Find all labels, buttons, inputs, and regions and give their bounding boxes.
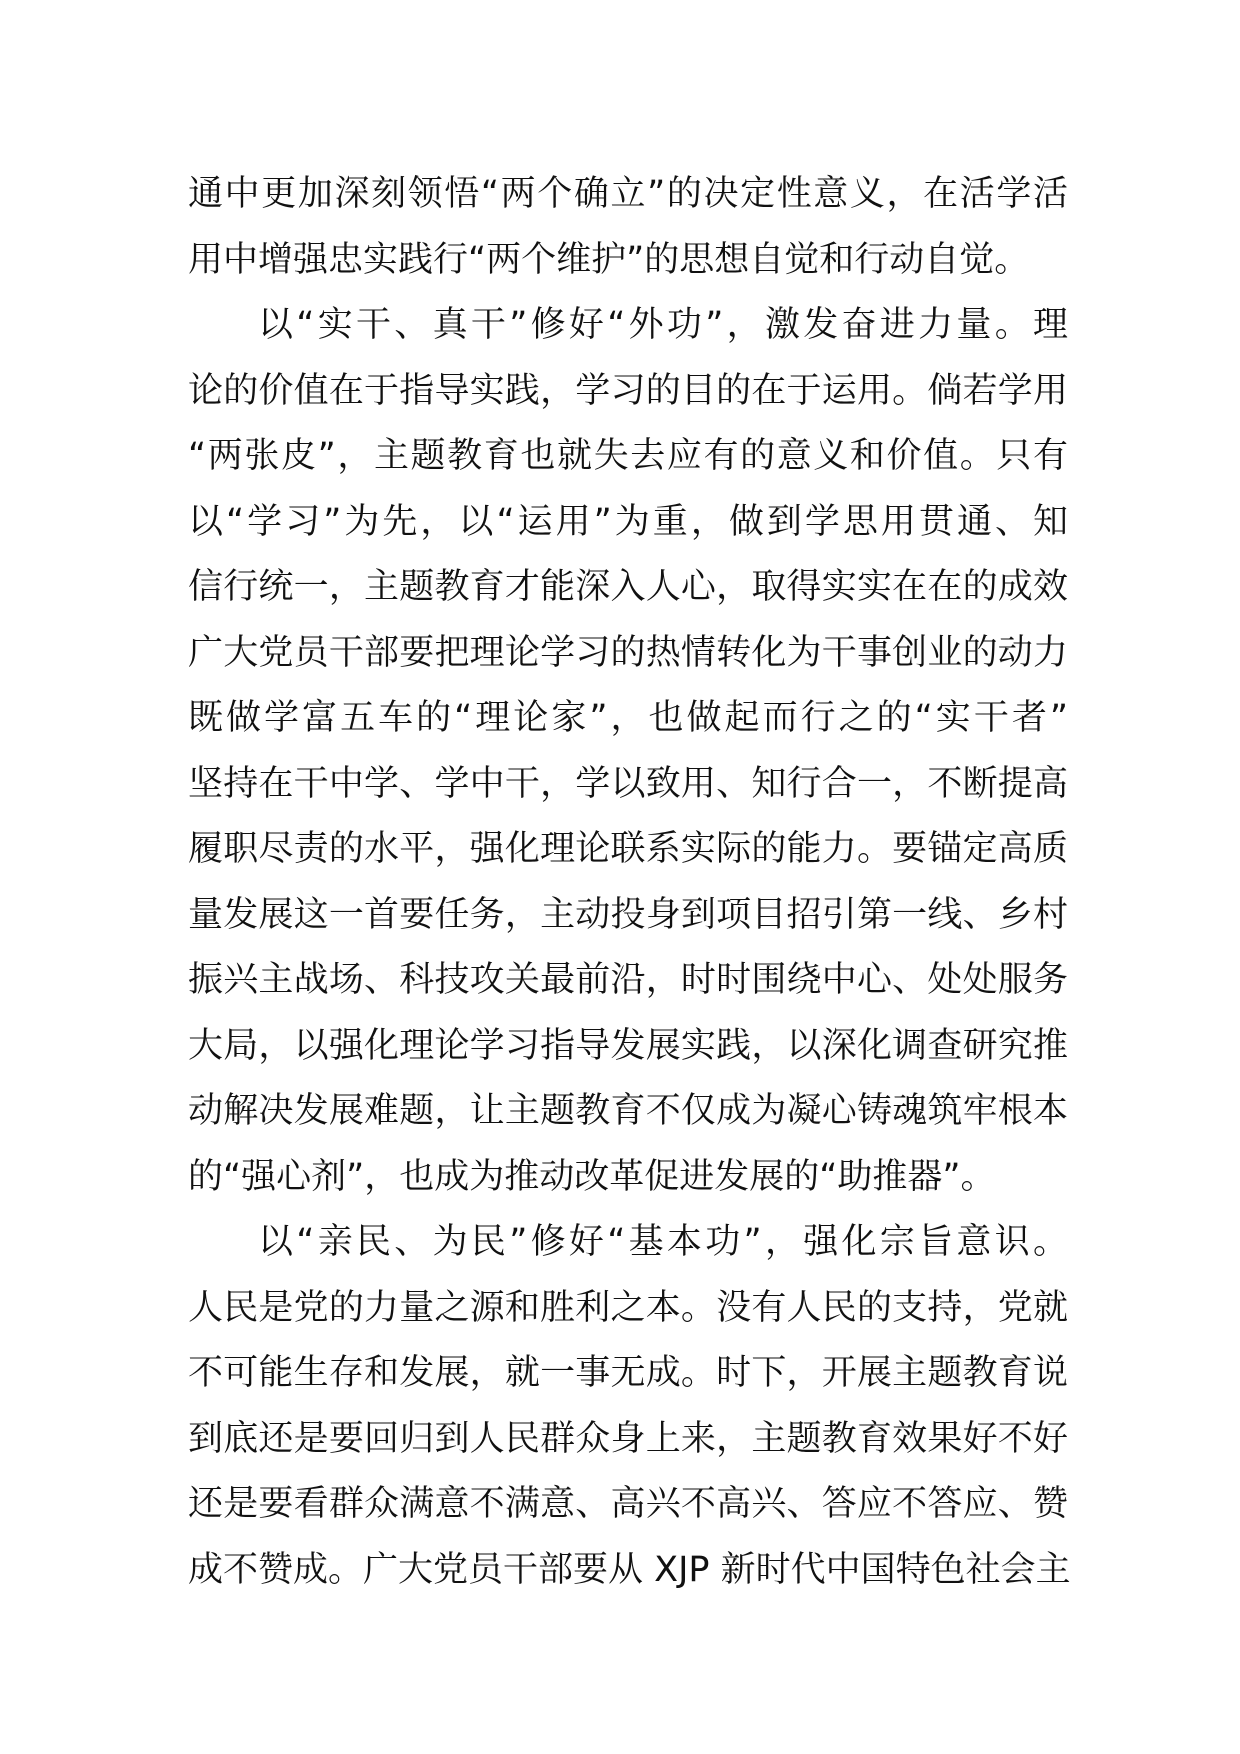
paragraph-start-line: 以“亲民、为民”修好“基本功”，强化宗旨意识。 bbox=[258, 1222, 1068, 1262]
text-line: 到底还是要回归到人民群众身上来，主题教育效果好不好 bbox=[188, 1418, 1068, 1459]
text-line: 信行统一，主题教育才能深入人心，取得实实在在的成效 bbox=[188, 567, 1068, 607]
text-line: 坚持在干中学、学中干，学以致用、知行合一，不断提高 bbox=[188, 763, 1068, 804]
text-line: 还是要看群众满意不满意、高兴不高兴、答应不答应、赞 bbox=[188, 1484, 1068, 1524]
text-line: 不可能生存和发展，就一事无成。时下，开展主题教育说 bbox=[188, 1353, 1068, 1393]
text-line: 量发展这一首要任务，主动投身到项目招引第一线、乡村 bbox=[188, 894, 1068, 935]
text-line: 振兴主战场、科技攻关最前沿，时时围绕中心、处处服务 bbox=[188, 960, 1068, 1000]
text-line: 论的价值在于指导实践，学习的目的在于运用。倘若学用 bbox=[188, 370, 1068, 411]
text-line: 大局，以强化理论学习指导发展实践，以深化调查研究推 bbox=[188, 1025, 1068, 1066]
text-line: 既做学富五车的“理论家”，也做起而行之的“实干者” bbox=[188, 698, 1068, 738]
text-line: 履职尽责的水平，强化理论联系实际的能力。要锚定高质 bbox=[188, 829, 1068, 869]
text-line: 人民是党的力量之源和胜利之本。没有人民的支持，党就 bbox=[188, 1287, 1068, 1328]
text-line: 通中更加深刻领悟“两个确立”的决定性意义，在活学活 bbox=[188, 174, 1068, 214]
text-line: 用中增强忠实践行“两个维护”的思想自觉和行动自觉。 bbox=[188, 239, 1030, 280]
text-line: 成不赞成。广大党员干部要从 XJP 新时代中国特色社会主 bbox=[188, 1549, 1071, 1590]
text-line: 的“强心剂”，也成为推动改革促进发展的“助推器”。 bbox=[188, 1156, 996, 1197]
text-line: 以“学习”为先，以“运用”为重，做到学思用贯通、知 bbox=[188, 501, 1068, 542]
document-body bbox=[188, 162, 1071, 1603]
text-line: 广大党员干部要把理论学习的热情转化为干事创业的动力 bbox=[188, 632, 1068, 673]
text-line: 动解决发展难题，让主题教育不仅成为凝心铸魂筑牢根本 bbox=[188, 1091, 1068, 1131]
text-line: “两张皮”，主题教育也就失去应有的意义和价值。只有 bbox=[188, 436, 1068, 476]
paragraph-start-line: 以“实干、真干”修好“外功”，激发奋进力量。理 bbox=[258, 305, 1068, 345]
